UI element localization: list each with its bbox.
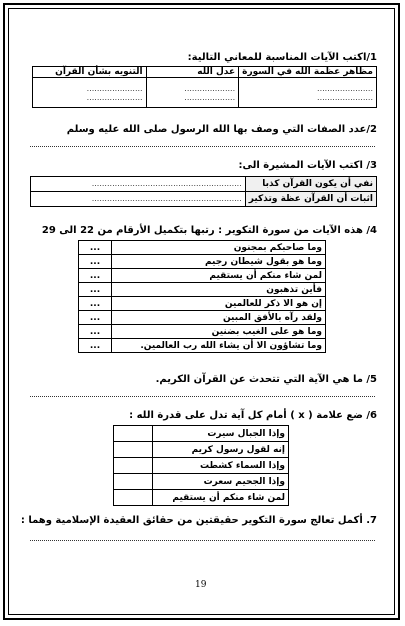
page-number: 19: [195, 580, 207, 590]
q4-number-cell[interactable]: ...: [79, 283, 112, 297]
q7-answer-line-1[interactable]: [30, 540, 375, 541]
q1-header-1: مظاهر عظمة الله في السورة: [239, 67, 377, 78]
q4-number-cell[interactable]: ...: [79, 241, 112, 255]
q4-number-cell[interactable]: ...: [79, 339, 112, 353]
q3-answer-cell-1[interactable]: ...........................................................: [31, 177, 246, 192]
q1-answer-cell-3[interactable]: ...................... ......................: [33, 78, 147, 108]
q1-answer-cell-1[interactable]: ...................... ......................: [239, 78, 377, 108]
q6-verse-2: إنه لقول رسول كريم: [153, 442, 289, 458]
question-5-title: 5/ ما هي الآية التي تتحدث عن القرآن الكريم.: [155, 374, 377, 385]
question-6-table: [113, 425, 289, 506]
question-2-title: 2/عدد الصفات التي وصف بها الله الرسول صلى الله عليه وسلم: [66, 124, 377, 135]
q6-mark-cell[interactable]: [114, 458, 153, 474]
q4-number-cell[interactable]: ...: [79, 311, 112, 325]
q4-verse-6: ولقد رآه بالأفق المبين: [112, 311, 326, 325]
q5-answer-line[interactable]: [30, 396, 375, 397]
q1-answer-cell-2[interactable]: .................... ....................: [146, 78, 239, 108]
q1-header-2: عدل الله: [146, 67, 239, 78]
question-1-title: 1/اكتب الآيات المناسبة للمعاني التالية:: [187, 52, 377, 63]
q4-verse-3: لمن شاء منكم أن يستقيم: [112, 269, 326, 283]
q4-verse-2: وما هو بقول شيطان رجيم: [112, 255, 326, 269]
q3-answer-cell-2[interactable]: ...........................................................: [31, 192, 246, 207]
q6-verse-3: وإذا السماء كشطت: [153, 458, 289, 474]
q6-mark-cell[interactable]: [114, 442, 153, 458]
q6-mark-cell[interactable]: [114, 474, 153, 490]
q3-row-label-1: نفي أن يكون القرآن كذبا: [245, 177, 376, 192]
q4-verse-1: وما صاحبكم بمجنون: [112, 241, 326, 255]
q4-number-cell[interactable]: ...: [79, 269, 112, 283]
question-4-table: [78, 240, 326, 353]
question-1-table: [32, 66, 377, 108]
question-3-table: [30, 176, 377, 207]
q4-number-cell[interactable]: ...: [79, 297, 112, 311]
q6-verse-5: لمن شاء منكم أن يستقيم: [153, 490, 289, 506]
question-4-title: 4/ هذه الآيات من سورة التكوير : رتبها بتكميل الأرقام من 22 الى 29: [41, 225, 377, 236]
question-6-title: 6/ ضع علامة ( x ) أمام كل آية تدل على قدرة الله :: [129, 410, 377, 421]
q6-verse-1: وإذا الجبال سيرت: [153, 426, 289, 442]
q4-number-cell[interactable]: ...: [79, 255, 112, 269]
question-7-title: 7. أكمل تعالج سورة التكوير حقيقتين من حقائق العقيدة الإسلامية وهما :: [20, 515, 377, 526]
q3-row-label-2: اثبات أن القرآن عظة وتذكير: [245, 192, 376, 207]
q4-verse-4: فأين تذهبون: [112, 283, 326, 297]
q1-header-3: التنويه بشأن القرآن: [33, 67, 147, 78]
q6-mark-cell[interactable]: [114, 490, 153, 506]
q4-verse-5: إن هو الا ذكر للعالمين: [112, 297, 326, 311]
q6-verse-4: وإذا الجحيم سعرت: [153, 474, 289, 490]
q4-verse-8: وما تشاؤون الا أن يشاء الله رب العالمين.: [112, 339, 326, 353]
q2-answer-line[interactable]: [30, 146, 375, 147]
q4-verse-7: وما هو على الغيب بضنين: [112, 325, 326, 339]
question-3-title: 3/ اكتب الآيات المشيرة الى:: [238, 160, 377, 171]
q4-number-cell[interactable]: ...: [79, 325, 112, 339]
q6-mark-cell[interactable]: [114, 426, 153, 442]
